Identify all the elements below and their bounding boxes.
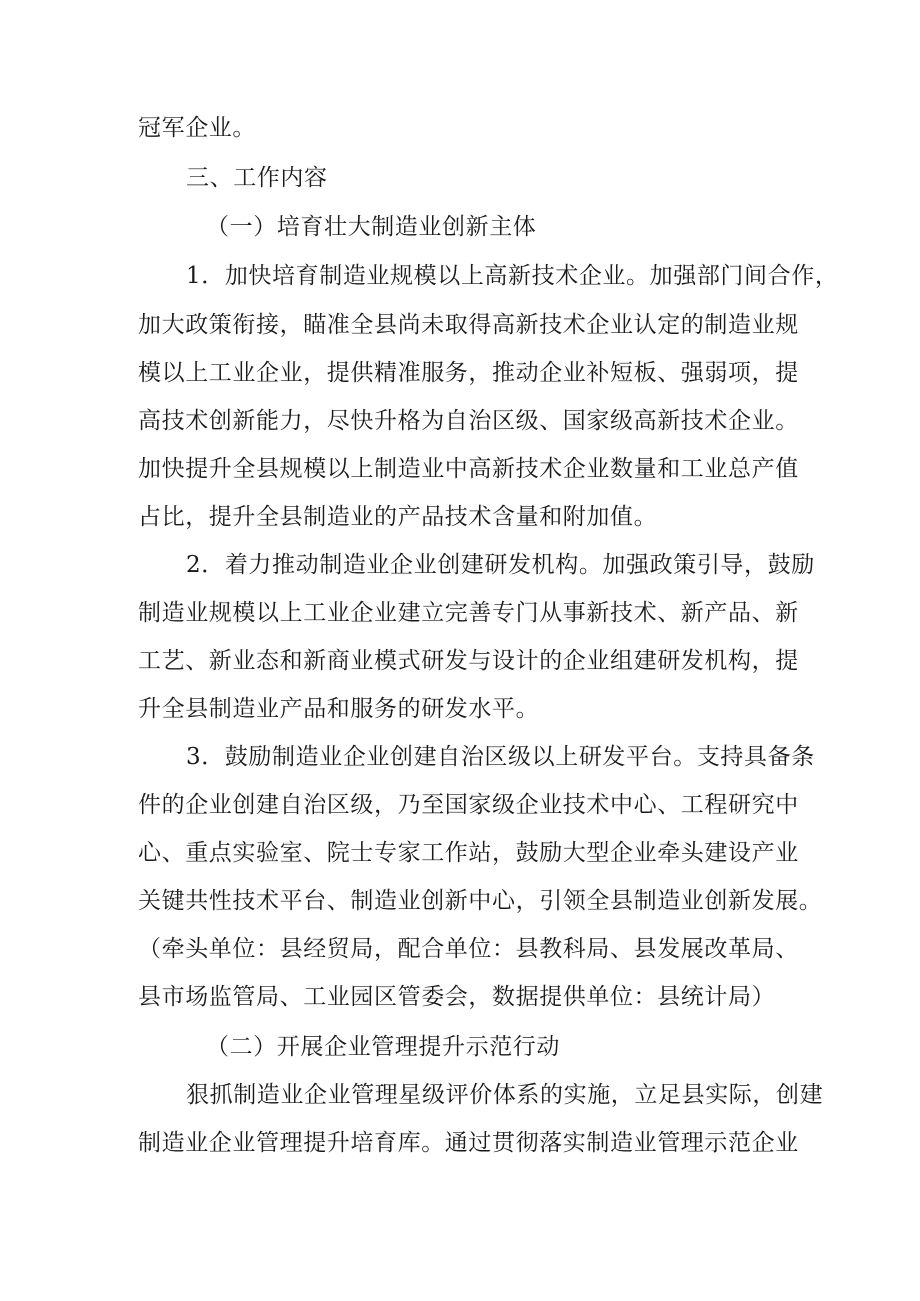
text-line: 占比，提升全县制造业的产品技术含量和附加值。 [138,504,658,530]
text-line: 制造业规模以上工业企业建立完善专门从事新技术、新产品、新 [138,600,799,626]
text-line: 高技术创新能力，尽快升格为自治区级、国家级高新技术企业。 [138,408,799,434]
subsection-heading: （二）开展企业管理提升示范行动 [206,1034,560,1060]
text-line: 加快提升全县规模以上制造业中高新技术企业数量和工业总产值 [138,456,799,482]
text-line: 件的企业创建自治区级，乃至国家级企业技术中心、工程研究中 [138,792,799,818]
text-line: 3．鼓励制造业企业创建自治区级以上研发平台。支持具备条 [186,744,815,770]
text-line: 2．着力推动制造业企业创建研发机构。加强政策引导，鼓励 [186,552,815,578]
text-line: 升全县制造业产品和服务的研发水平。 [138,696,540,722]
text-line: 加大政策衔接，瞄准全县尚未取得高新技术企业认定的制造业规 [138,312,799,338]
text-line: 冠军企业。 [138,115,256,141]
text-line: 制造业企业管理提升培育库。通过贯彻落实制造业管理示范企业 [138,1130,799,1156]
text-line: 模以上工业企业，提供精准服务，推动企业补短板、强弱项，提 [138,360,799,386]
section-heading: 三、工作内容 [186,165,328,191]
text-line: 1．加快培育制造业规模以上高新技术企业。加强部门间合作， [186,263,839,289]
text-line: （牵头单位：县经贸局，配合单位：县教科局、县发展改革局、 [138,936,799,962]
text-line: 县市场监管局、工业园区管委会，数据提供单位：县统计局） [138,984,776,1010]
subsection-heading: （一）培育壮大制造业创新主体 [206,214,537,240]
text-line: 狠抓制造业企业管理星级评价体系的实施，立足县实际，创建 [186,1082,824,1108]
text-line: 心、重点实验室、院士专家工作站，鼓励大型企业牵头建设产业 [138,840,799,866]
text-line: 关键共性技术平台、制造业创新中心，引领全县制造业创新发展。 [138,888,823,914]
text-line: 工艺、新业态和新商业模式研发与设计的企业组建研发机构，提 [138,648,799,674]
